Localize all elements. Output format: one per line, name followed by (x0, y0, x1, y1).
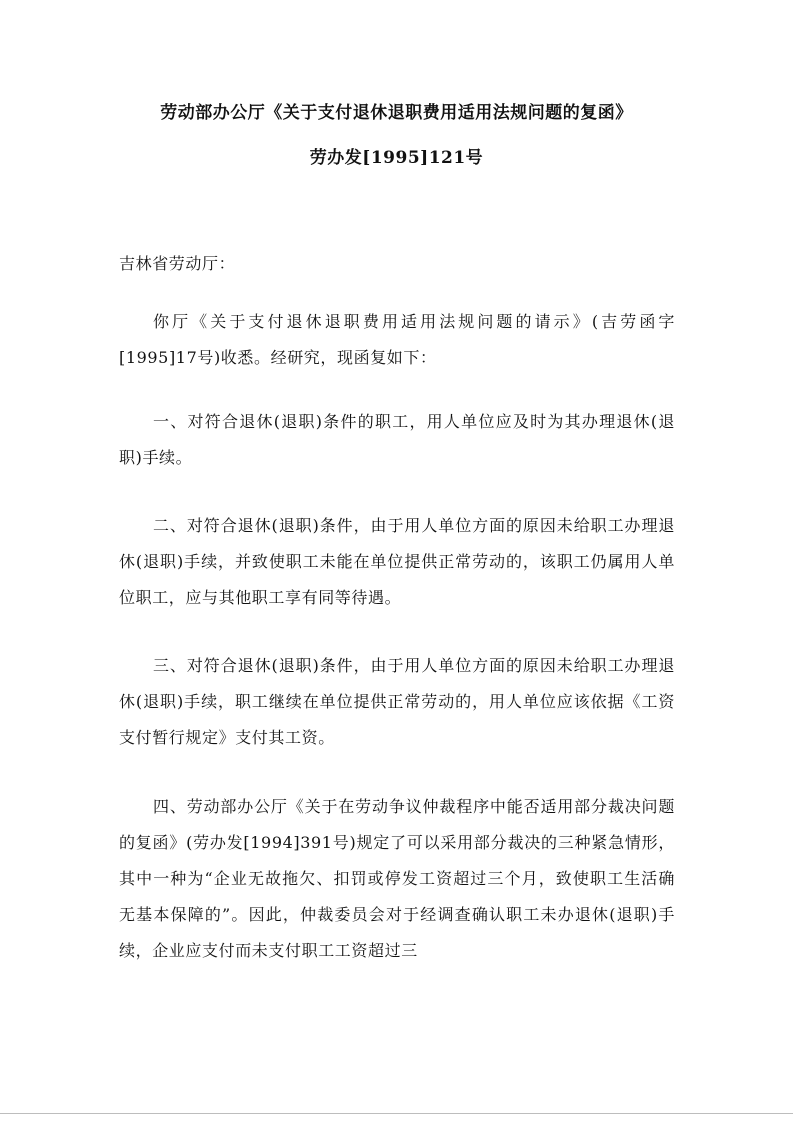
paragraph-intro: 你厅《关于支付退休退职费用适用法规问题的请示》(吉劳函字[1995]17号)收悉。经研究，现函复如下： (119, 312, 675, 367)
salutation: 吉林省劳动厅： (119, 254, 236, 273)
paragraph-item-4: 四、劳动部办公厅《关于在劳动争议仲裁程序中能否适用部分裁决问题的复函》(劳办发[1994]391号)规定了可以采用部分裁决的三种紧急情形，其中一种为“企业无故拖欠、扣罚或停发工资超过三个月，致使职工生活确无基本保障的”。因此，仲裁委员会对于经调查确认职工未办退休(退职)手续，企业应支付而未支付职工工资超过三 (119, 797, 675, 960)
paragraph-item-3: 三、对符合退休(退职)条件，由于用人单位方面的原因未给职工办理退休(退职)手续，职工继续在单位提供正常劳动的，用人单位应该依据《工资支付暂行规定》支付其工资。 (119, 656, 675, 747)
paragraph-item-2: 二、对符合退休(退职)条件，由于用人单位方面的原因未给职工办理退休(退职)手续，并致使职工未能在单位提供正常劳动的，该职工仍属用人单位职工，应与其他职工享有同等待遇。 (119, 516, 675, 607)
document-title: 劳动部办公厅《关于支付退休退职费用适用法规问题的复函》 (160, 103, 633, 123)
page-bottom-divider (0, 1113, 793, 1114)
paragraph-item-1: 一、对符合退休(退职)条件的职工，用人单位应及时为其办理退休(退职)手续。 (119, 412, 675, 467)
document-number: 劳办发[1995]121号 (309, 148, 484, 168)
